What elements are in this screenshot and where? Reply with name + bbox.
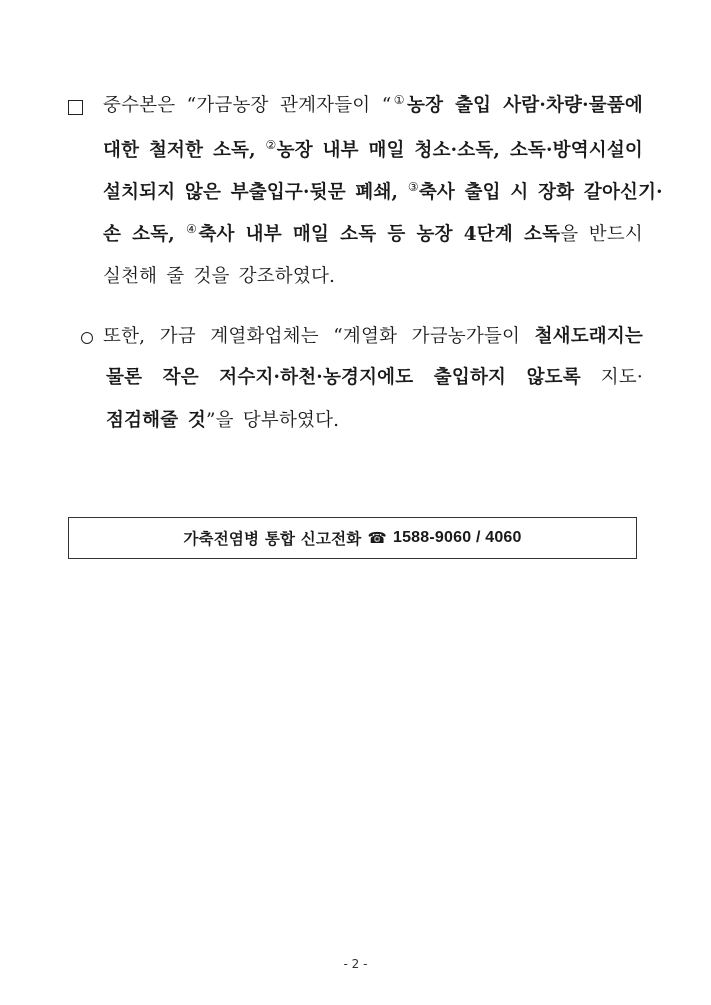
paragraph-1-line-4 <box>103 223 643 247</box>
p1-line3-text-b: 축사 출입 시 장화 갈아신기· <box>418 182 663 203</box>
p2-line3-text-b: ”을 당부하였다. <box>206 410 340 431</box>
p1-line2-text-a: 대한 철저한 소독, <box>103 140 266 161</box>
p1-line5-text: 실천해 줄 것을 강조하였다. <box>103 266 336 287</box>
paragraph-1-line-1 <box>103 94 643 118</box>
circled-number-3: ③ <box>407 180 419 194</box>
circled-number-4: ④ <box>186 222 199 236</box>
p1-line3-text-a: 설치되지 않은 부출입구·뒷문 폐쇄, <box>103 182 408 203</box>
paragraph-1-line-2 <box>103 139 643 163</box>
circled-number-2: ② <box>265 138 277 152</box>
p1-line1-text-b: 농장 출입 사람·차량·물품에 <box>407 95 643 116</box>
hotline-box <box>68 517 637 559</box>
p2-line2-text-b: 지도· <box>580 367 643 388</box>
p1-line2-text-b: 농장 내부 매일 청소·소독, 소독·방역시설이 <box>276 140 643 161</box>
p1-line4-text-c: 을 반드시 <box>560 224 643 245</box>
circled-number-1: ① <box>391 93 408 107</box>
paragraph-1-line-3 <box>103 180 663 205</box>
hotline-label: 가축전염병 통합 신고전화 <box>183 530 362 548</box>
paragraph-2-line-2 <box>106 366 643 390</box>
circle-bullet-icon <box>81 332 93 344</box>
p2-line2-text-a: 물론 작은 저수지·하천·농경지에도 출입하지 않도록 <box>106 367 581 388</box>
paragraph-2-line-3 <box>106 409 339 433</box>
hotline-numbers: 1588-9060 / 4060 <box>392 529 522 546</box>
p2-line3-text-a: 점검해줄 것 <box>106 410 206 431</box>
p1-line1-text-a: 중수본은 “가금농장 관계자들이 “ <box>103 95 392 116</box>
page-number: - 2 - <box>343 957 368 971</box>
p2-line1-text-b: 철새도래지는 <box>534 326 643 347</box>
phone-icon: ☎ <box>367 529 387 547</box>
p1-line4-text-a: 손 소독, <box>103 224 187 245</box>
square-bullet-icon <box>68 100 83 115</box>
p2-line1-text-a: 또한, 가금 계열화업체는 “계열화 가금농가들이 <box>103 326 535 347</box>
paragraph-2-line-1 <box>103 325 643 349</box>
p1-line4-text-b: 축사 내부 매일 소독 등 농장 4단계 소독 <box>198 224 561 245</box>
paragraph-1-line-5 <box>103 265 335 289</box>
